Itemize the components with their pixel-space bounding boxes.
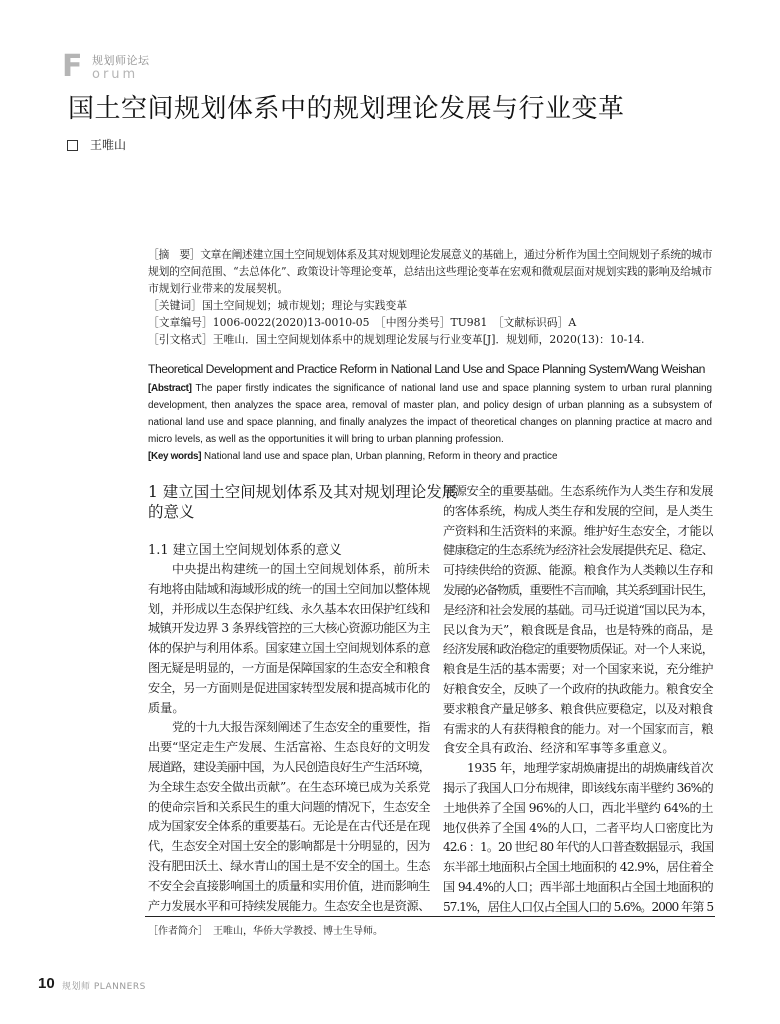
body-text-line: 出要“坚定走生产发展、生活富裕、生态良好的文明发	[148, 740, 430, 755]
body-text-line: 成为国家安全体系的重要基石。无论是在古代还是在现	[148, 819, 430, 834]
body-text-line: 42.6 ：1。20 世纪 80 年代的人口普查数据显示，我国	[443, 840, 713, 855]
keywords-en-text: National land use and space plan, Urban planning, Reform in theory and practice	[203, 451, 558, 462]
body-text-line: 的使命宗旨和关系民生的重大问题的情况下，生态安全	[148, 799, 430, 814]
body-text-line: 地仅供养了全国 4%的人口，二者平均人口密度比为	[443, 820, 713, 835]
body-text-line: 城镇开发边界 3 条界线管控的三大核心资源功能区为主	[148, 621, 430, 636]
keywords-en-line	[148, 448, 712, 465]
article-title: 国土空间规划体系中的规划理论发展与行业变革	[68, 94, 625, 124]
author-bio: ［作者简介］ 王唯山，华侨大学教授、博士生导师。	[148, 926, 383, 937]
body-text-line: 代，生态安全对国土安全的影响都是十分明显的，因为	[148, 839, 430, 854]
body-text-line: 食安全具有政治、经济和军事等多重意义。	[443, 741, 675, 756]
body-text-line: 没有肥田沃土、绿水青山的国土是不安全的国土。生态	[148, 859, 430, 873]
section-heading-line: 1 建立国土空间规划体系及其对规划理论发展	[148, 483, 458, 501]
body-text-line: 划，并形成以生态保护红线、永久基本农田保护红线和	[148, 601, 430, 616]
abstract-en-text: micro levels, as well as the opportunities it will bring to urban planning profession.	[148, 434, 504, 445]
logo-letter: F	[62, 49, 83, 84]
body-text-line: 展道路，建设美丽中国，为人民创造良好生产生活环境，	[148, 760, 430, 774]
body-text-line: 有地将由陆域和海域形成的统一的国土空间加以整体规	[148, 581, 430, 596]
section-heading-line: 的意义	[148, 503, 195, 521]
abstract-cn-line: ［摘 要］文章在阐述建立国土空间规划体系及其对规划理论发展意义的基础上，通过分析作为国土空间规划子系统的城市	[148, 248, 712, 261]
body-text-line: 安全，另一方面则是促进国家转型发展和提高城市化的	[148, 680, 430, 695]
body-text-line: 有需求的人有获得粮食的能力。对一个国家而言，粮	[443, 721, 713, 736]
body-text-line: 能源安全的重要基础。生态系统作为人类生存和发展	[443, 484, 713, 498]
body-text-line: 体的保护与利用体系。国家建立国土空间规划体系的意	[148, 641, 430, 656]
section-label: 规划师论坛	[92, 54, 150, 67]
body-text-line: 国 94.4%的人口；西半部土地面积占全国土地面积的	[443, 880, 713, 894]
subsection-heading: 1.1 建立国土空间规划体系的意义	[148, 543, 342, 558]
abstract-cn-line: ［关键词］国土空间规划；城市规划；理论与实践变革	[148, 299, 408, 312]
body-text-line: 粮食是生活的基本需要；对一个国家来说，充分维护	[443, 662, 713, 677]
english-title: Theoretical Development and Practice Reform in National Land Use and Space Planning System/Wang Weishan	[148, 362, 705, 376]
abstract-cn-line: 市规划行业带来的发展契机。	[148, 282, 289, 295]
abstract-cn-line: ［文章编号］1006-0022(2020)13-0010-05 ［中图分类号］TU981 ［文献标识码］A	[148, 316, 577, 329]
body-text-line: 可持续供给的资源、能源。粮食作为人类赖以生存和	[443, 563, 713, 578]
section-label-en: orum	[92, 67, 139, 82]
abstract-cn-line: 规划的空间范围、“去总体化”、政策设计等理论变革，总结出这些理论变革在宏观和微观层面对规划实践的影响及给城市	[148, 265, 712, 278]
abstract-cn-line: ［引文格式］王唯山．国土空间规划体系中的规划理论发展与行业变革[J]．规划师，2020(13)：10-14.	[148, 333, 645, 346]
abstract-en-text: development, then analyzes the space area, removal of master plan, and policy design of urban planning as a subsystem of	[148, 400, 712, 411]
body-text-line: 经济发展和政治稳定的重要物质保证。对一个人来说，	[443, 642, 713, 657]
body-text-line: 发展的必备物质，重要性不言而喻，其关系到国计民生，	[443, 583, 713, 597]
body-text-line: 57.1%，居住人口仅占全国人口的 5.6%。2000 年第 5	[443, 899, 713, 914]
body-text-line: 揭示了我国人口分布规律，即该线东南半壁约 36%的	[443, 781, 713, 795]
journal-name: 规划师 PLANNERS	[62, 982, 146, 992]
body-text-line: 质量。	[148, 700, 185, 715]
abstract-en-line	[148, 397, 712, 414]
body-text-line: 产力发展水平和可持续发展能力。生态安全也是资源、	[148, 898, 430, 913]
body-text-line: 要求粮食产量足够多、粮食供应要稳定，以及对粮食	[443, 701, 713, 716]
body-text-line: 健康稳定的生态系统为经济社会发展提供充足、稳定、	[443, 543, 713, 558]
body-text-line: 不安全会直接影响国土的质量和实用价值，进而影响生	[148, 878, 430, 893]
body-text-line: 的客体系统，构成人类生存和发展的空间，是人类生	[443, 503, 713, 518]
body-text-line: 是经济和社会发展的基础。司马迁说道“国以民为本，	[443, 602, 713, 617]
author-name: 王唯山	[90, 138, 127, 152]
keywords-tag: [Key words]	[148, 451, 202, 462]
page-number: 10	[38, 975, 55, 992]
body-text-line: 图无疑是明显的，一方面是保障国家的生态安全和粮食	[148, 661, 430, 675]
abstract-en-line	[148, 380, 712, 397]
footnote-divider	[145, 916, 715, 917]
abstract-en-text: The paper firstly indicates the significance of national land use and space planning system to urban rural planning	[195, 383, 712, 394]
body-text-line: 民以食为天”，粮食既是食品，也是特殊的商品，是	[443, 622, 713, 637]
body-text-line: 党的十九大报告深刻阐述了生态安全的重要性，指	[172, 720, 430, 735]
abstract-tag: [Abstract]	[148, 383, 192, 394]
body-text-line: 中央提出构建统一的国土空间规划体系，前所未	[172, 562, 430, 576]
body-text-line: 好粮食安全，反映了一个政府的执政能力。粮食安全	[443, 682, 713, 696]
body-text-line: 土地供养了全国 96%的人口，西北半壁约 64%的土	[443, 800, 713, 815]
abstract-en-text: national land use and space planning, and finally analyzes the impact of theoretical changes on planning practice at macro and	[148, 417, 712, 428]
body-text-line: 为全球生态安全做出贡献”。在生态环境已成为关系党	[148, 779, 430, 794]
abstract-en-line	[148, 431, 712, 448]
body-text-line: 1935 年，地理学家胡焕庸提出的胡焕庸线首次	[467, 761, 713, 776]
abstract-en-line	[148, 414, 712, 431]
body-text-line: 东半部土地面积占全国土地面积的 42.9%，居住着全	[443, 860, 713, 875]
body-text-line: 产资料和生活资料的来源。维护好生态安全，才能以	[443, 523, 713, 538]
author-marker-icon	[67, 140, 78, 151]
